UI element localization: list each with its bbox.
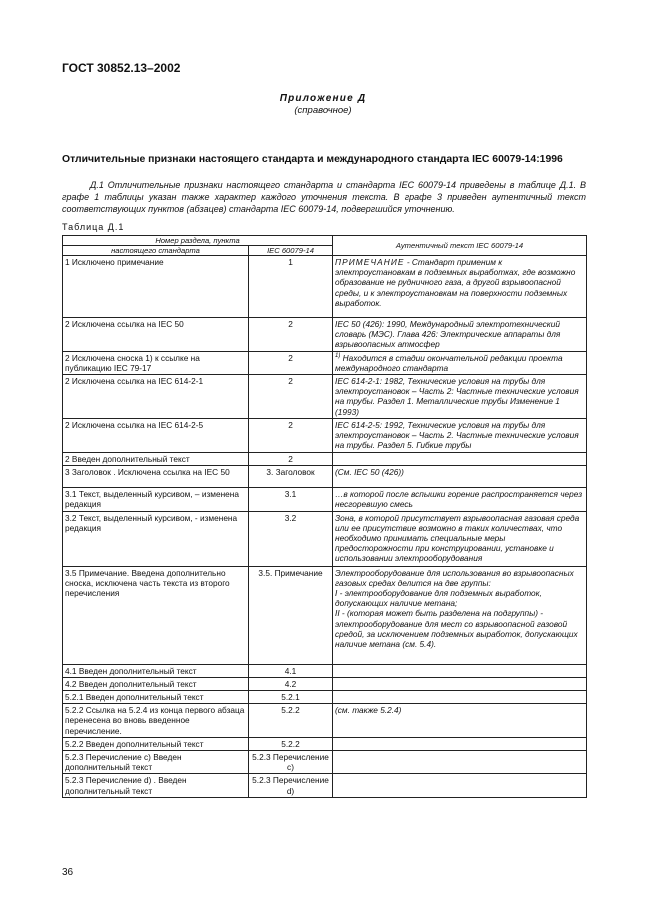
table-row	[63, 419, 587, 453]
cell-this-standard: 4.1 Введен дополнительный текст	[63, 664, 249, 677]
cell-this-standard: 5.2.3 Перечисление d) . Введен дополнительный текст	[63, 774, 249, 797]
note-label: ПРИМЕЧАНИЕ	[335, 257, 405, 267]
page-number: 36	[62, 867, 74, 878]
cell-iec: 3.1	[249, 488, 333, 511]
cell-iec: 5.2.3 Перечисление d)	[249, 774, 333, 797]
cell-iec: 3. Заголовок	[249, 466, 333, 488]
appendix-title: Приложение Д	[279, 93, 367, 104]
table-row	[63, 453, 587, 466]
cell-this-standard: 5.2.1 Введен дополнительный текст	[63, 691, 249, 704]
cell-iec: 3.2	[249, 511, 333, 566]
table-row	[63, 751, 587, 774]
cell-authentic-text	[333, 566, 587, 664]
cell-this-standard: 3.5 Примечание. Введена дополнительно сноска, исключена часть текста из второго перечисления	[63, 566, 249, 664]
cell-this-standard: 2 Исключена ссылка на IEC 614-2-1	[63, 375, 249, 419]
cell-authentic-text	[333, 511, 587, 566]
cell-iec: 2	[249, 453, 333, 466]
cell-this-standard: 5.2.3 Перечисление с) Введен дополнительный текст	[63, 751, 249, 774]
authentic-text: …в которой после вспышки горение распространяется через несгоревшую смесь	[335, 489, 583, 510]
cell-authentic-text	[333, 691, 587, 704]
table-row	[63, 511, 587, 566]
cell-authentic-text	[333, 664, 587, 677]
cell-authentic-text	[333, 318, 587, 352]
table-row	[63, 466, 587, 488]
cell-this-standard: 5.2.2 Ссылка на 5.2.4 из конца первого абзаца перенесена во вновь введенное перечисление.	[63, 704, 249, 738]
table-row	[63, 677, 587, 690]
authentic-text: (См. IEC 50 (426))	[335, 467, 404, 478]
authentic-text: Электрооборудование для использования во взрывоопасных газовых средах делится на две группы:	[335, 567, 574, 588]
cell-iec: 2	[249, 419, 333, 453]
cell-this-standard: 4.2 Введен дополнительный текст	[63, 677, 249, 690]
cell-this-standard: 2 Исключена ссылка на IEC 614-2-5	[63, 419, 249, 453]
cell-this-standard: 2 Исключена сноска 1) к ссылке на публикацию IEC 79-17	[63, 351, 249, 374]
cell-iec: 5.2.2	[249, 737, 333, 750]
table-row	[63, 318, 587, 352]
cell-authentic-text	[333, 419, 587, 453]
table-row	[63, 566, 587, 664]
cell-iec: 4.1	[249, 664, 333, 677]
cell-authentic-text	[333, 375, 587, 419]
cell-iec: 1	[249, 256, 333, 318]
header-authentic-text: Аутентичный текст IEC 60079-14	[333, 236, 587, 256]
section-heading: Отличительные признаки настоящего стандарта и международного стандарта IEC 60079-14:1996	[62, 154, 563, 165]
cell-authentic-text	[333, 737, 587, 750]
authentic-text-group-i: I - электрооборудование для подземных выработок, допускающих наличие метана;	[335, 588, 542, 609]
cell-iec: 3.5. Примечание	[249, 566, 333, 664]
cell-authentic-text	[333, 466, 587, 488]
authentic-text: (см. также 5.2.4)	[335, 705, 402, 716]
header-iec: IEC 60079-14	[249, 246, 333, 256]
cell-this-standard: 5.2.2 Введен дополнительный текст	[63, 737, 249, 750]
cell-this-standard: 3.1 Текст, выделенный курсивом, – изменена редакция	[63, 488, 249, 511]
footnote-text: Находится в стадии окончательной редакции проекта международного стандарта	[335, 352, 563, 373]
cell-authentic-text	[333, 751, 587, 774]
cell-iec: 2	[249, 351, 333, 374]
table-row	[63, 351, 587, 374]
cell-authentic-text	[333, 256, 587, 318]
header-group: Номер раздела, пункта	[63, 236, 333, 246]
appendix-subtitle: (справочное)	[294, 105, 352, 116]
document-code: ГОСТ 30852.13–2002	[62, 61, 181, 75]
cell-this-standard: 3.2 Текст, выделенный курсивом, - изменена редакция	[63, 511, 249, 566]
intro-text: Д.1 Отличительные признаки настоящего стандарта и стандарта IEC 60079-14 приведены в таблице Д.1. В графе 1 таблицы указан также характер каждого уточнения текста. В графе 3 приведен аутентичный текст соответствующих пунктов (абзацев) стандарта IEC 60079-14, подвергшийся уточнению.	[62, 180, 586, 214]
cell-authentic-text	[333, 453, 587, 466]
cell-this-standard: 2 Введен дополнительный текст	[63, 453, 249, 466]
authentic-text: IEC 50 (426): 1990, Международный электротехнический словарь (МЭС). Глава 426: Электрические аппараты для взрывоопасных атмосфер	[335, 319, 561, 350]
cell-this-standard: 2 Исключена ссылка на IEC 50	[63, 318, 249, 352]
authentic-text-group-ii: II - (которая может быть разделена на подгруппы) - электрооборудование для мест со взрывоопасной газовой средой, за исключением подземных выработок, допускающих наличие метана (см. 5.4).	[335, 608, 578, 650]
table-row	[63, 691, 587, 704]
cell-iec: 5.2.2	[249, 704, 333, 738]
table-row	[63, 704, 587, 738]
appendix-block	[0, 93, 646, 116]
authentic-text: IEC 614-2-1: 1982, Технические условия на трубы для электроустановок – Часть 2: Частные технические условия на трубы. Раздел 1. Металлические трубы Изменение 1 (1993)	[335, 376, 579, 417]
comparison-table	[62, 235, 587, 798]
cell-authentic-text	[333, 351, 587, 374]
header-this-standard: настоящего стандарта	[63, 246, 249, 256]
table-row	[63, 256, 587, 318]
cell-authentic-text	[333, 488, 587, 511]
table-row	[63, 488, 587, 511]
table-row	[63, 375, 587, 419]
authentic-text: IEC 614-2-5: 1992, Технические условия на трубы для электроустановок – Часть 2. Частные технические условия на трубы. Раздел 5. Гибкие трубы	[335, 420, 579, 451]
cell-iec: 4.2	[249, 677, 333, 690]
cell-this-standard: 1 Исключено примечание	[63, 256, 249, 318]
cell-authentic-text	[333, 677, 587, 690]
note-text: - Стандарт применим к электроустановкам в подземных выработках, где возможно образование не рудничного газа, а другой взрывоопасной среды, и к электроустановкам на поверхности подземных выработок.	[335, 257, 576, 308]
intro-paragraph	[62, 179, 586, 215]
cell-iec: 5.2.3 Перечисление с)	[249, 751, 333, 774]
cell-iec: 2	[249, 375, 333, 419]
cell-iec: 2	[249, 318, 333, 352]
cell-this-standard: 3 Заголовок . Исключена ссылка на IEC 50	[63, 466, 249, 488]
table-row	[63, 664, 587, 677]
footnote-mark: 1)	[335, 352, 341, 359]
cell-authentic-text	[333, 774, 587, 797]
table-row	[63, 737, 587, 750]
cell-iec: 5.2.1	[249, 691, 333, 704]
cell-authentic-text	[333, 704, 587, 738]
authentic-text: Зона, в которой присутствует взрывоопасная газовая среда или ее присутствие возможно в таких количествах, что необходимо принимать специальные меры предосторожности при конструировании, установке и использовании электрооборудования	[335, 512, 580, 564]
table-row	[63, 774, 587, 797]
table-caption: Таблица Д.1	[62, 222, 125, 232]
